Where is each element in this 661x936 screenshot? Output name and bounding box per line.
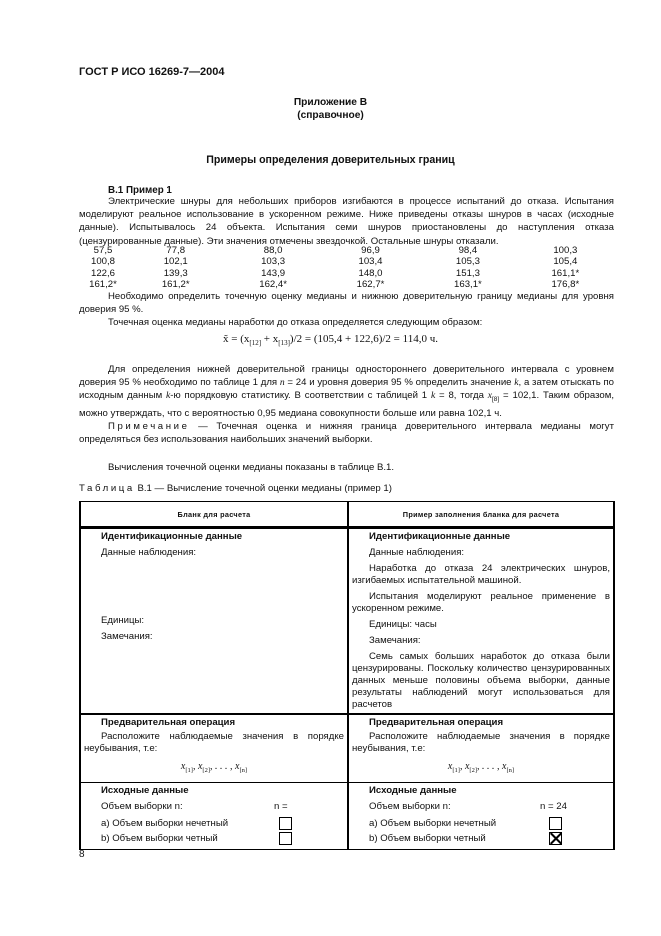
col-header-form: Бланк для расчета [80, 502, 348, 528]
intro-paragraph: Электрические шнуры для небольших приборов изгибаются в процессе испытаний до отказа. Испытания моделируют реальное использование в ускоренном режиме. Ниже приведены отказы шнуров в часах (исходные данные). Испытывалось 24 объекта. Испытания семи шнуров приостановлены до наступления отказа (цензурированные данные). Эти значения отмечены звездочкой. Остальные шнуры отказали. [79, 196, 614, 247]
odd-sample-checkbox[interactable] [279, 817, 292, 830]
estimate-intro: Точечная оценка медианы наработки до отказа определяется следующим образом: [108, 317, 483, 328]
note-paragraph: Примечание — Точечная оценка и нижняя граница доверительного интервала медианы могут определяться без использования наибольших значений выборки. [79, 421, 614, 446]
data-row: 57,5 77,8 88,0 96,9 98,4 100,3 [93, 245, 578, 256]
page-title: Примеры определения доверительных границ [206, 154, 455, 166]
calculation-table [79, 501, 615, 850]
table-row-identification [80, 528, 614, 715]
source-form-cell: Исходные данные Объем выборки n: n = a) Объем выборки нечетный b) Объем выборки четный [81, 783, 347, 849]
table-row-source-data [80, 783, 614, 850]
even-sample-checkbox[interactable] [279, 832, 292, 845]
annex-subtitle: (справочное) [297, 110, 364, 121]
lower-bound-paragraph: Для определения нижней доверительной границы одностороннего доверительного интервала с уровнем доверия 95 % необходимо по таблице 1 для n = 24 и уровня доверия 95 % определить значение k, а затем отыскать по исходным данным k-ю порядковую статистику. В соответствии с таблицей 1 k = 8, тогда $x_{[8]} = 102,1$. Таким образом, можно утверждать, что с вероятностью 0,95 медиана совокупности больше или равна 102,1 ч. [79, 364, 614, 419]
page-number: 8 [79, 849, 85, 860]
annex-title: Приложение В [293, 97, 368, 108]
identification-example-cell: Идентификационные данные Данные наблюдения: Наработка до отказа 24 электрических шнуров, изгибаемых испытательной машиной. Испытания моделируют реальное применение в ускоренном режиме. Единицы: часы Замечания: Семь самых больших наработок до отказа были цензурированы. Поскольку количество цензурированных данных меньше половины объема выборки, данные результаты наблюдений могут использоваться для расчетов [352, 531, 610, 710]
order-statistics-sequence: $x_{[1]}$, $x_{[2]}$, . . . , $x_{[n]}$ [180, 761, 248, 774]
table-row-preliminary [80, 714, 614, 783]
col-header-example: Пример заполнения бланка для расчета [348, 502, 614, 528]
preliminary-form-cell: Предварительная операция Расположите наблюдаемые значения в порядке неубывания, т.е: $x_{[1]}$, $x_{[2]}$, . . . , $x_{[n]}$ [84, 717, 344, 774]
table-caption: Таблица В.1 — Вычисление точечной оценки медианы (пример 1) [79, 483, 392, 494]
task-paragraph: Необходимо определить точечную оценку медианы и нижнюю доверительную границу медианы для уровня доверия 95 %. [79, 291, 614, 316]
table-header-row [80, 502, 614, 528]
source-example-cell: Исходные данные Объем выборки n: n = 24 a) Объем выборки нечетный b) Объем выборки четный [349, 783, 613, 849]
failure-data-grid [79, 245, 614, 290]
data-row: 100,8 102,1 103,3 103,4 105,3 105,4 [90, 256, 578, 268]
annex-heading [0, 96, 661, 122]
sample-size-label: Объем выборки n: [101, 801, 183, 812]
order-statistics-sequence: $x_{[1]}$, $x_{[2]}$, . . . , $x_{[n]}$ [447, 761, 515, 774]
median-formula: x̃ = $(x_{[12]} + x_{[13]})/2 = (105,4 + 122,6)/2 = 114,0$ ч. [222, 333, 439, 348]
odd-sample-checkbox[interactable] [549, 817, 562, 830]
sample-size-value: n = 24 [540, 801, 567, 812]
sample-size-field[interactable]: n = [274, 801, 288, 812]
sample-size-label: Объем выборки n: [369, 801, 451, 812]
data-row: 161,2* 161,2* 162,4* 162,7* 163,1* 176,8* [89, 278, 580, 290]
even-sample-checkbox-checked[interactable] [549, 832, 562, 845]
document-header: ГОСТ Р ИСО 16269-7—2004 [79, 66, 225, 78]
table-reference: Вычисления точечной оценки медианы показаны в таблице В.1. [108, 462, 395, 473]
preliminary-example-cell: Предварительная операция Расположите наблюдаемые значения в порядке неубывания, т.е: $x_{[1]}$, $x_{[2]}$, . . . , $x_{[n]}$ [352, 717, 610, 774]
identification-form-cell: Идентификационные данные Данные наблюдения: Единицы: Замечания: [101, 531, 243, 642]
section-heading: В.1 Пример 1 [108, 185, 172, 196]
data-row: 122,6 139,3 143,9 148,0 151,3 161,1* [90, 267, 580, 279]
